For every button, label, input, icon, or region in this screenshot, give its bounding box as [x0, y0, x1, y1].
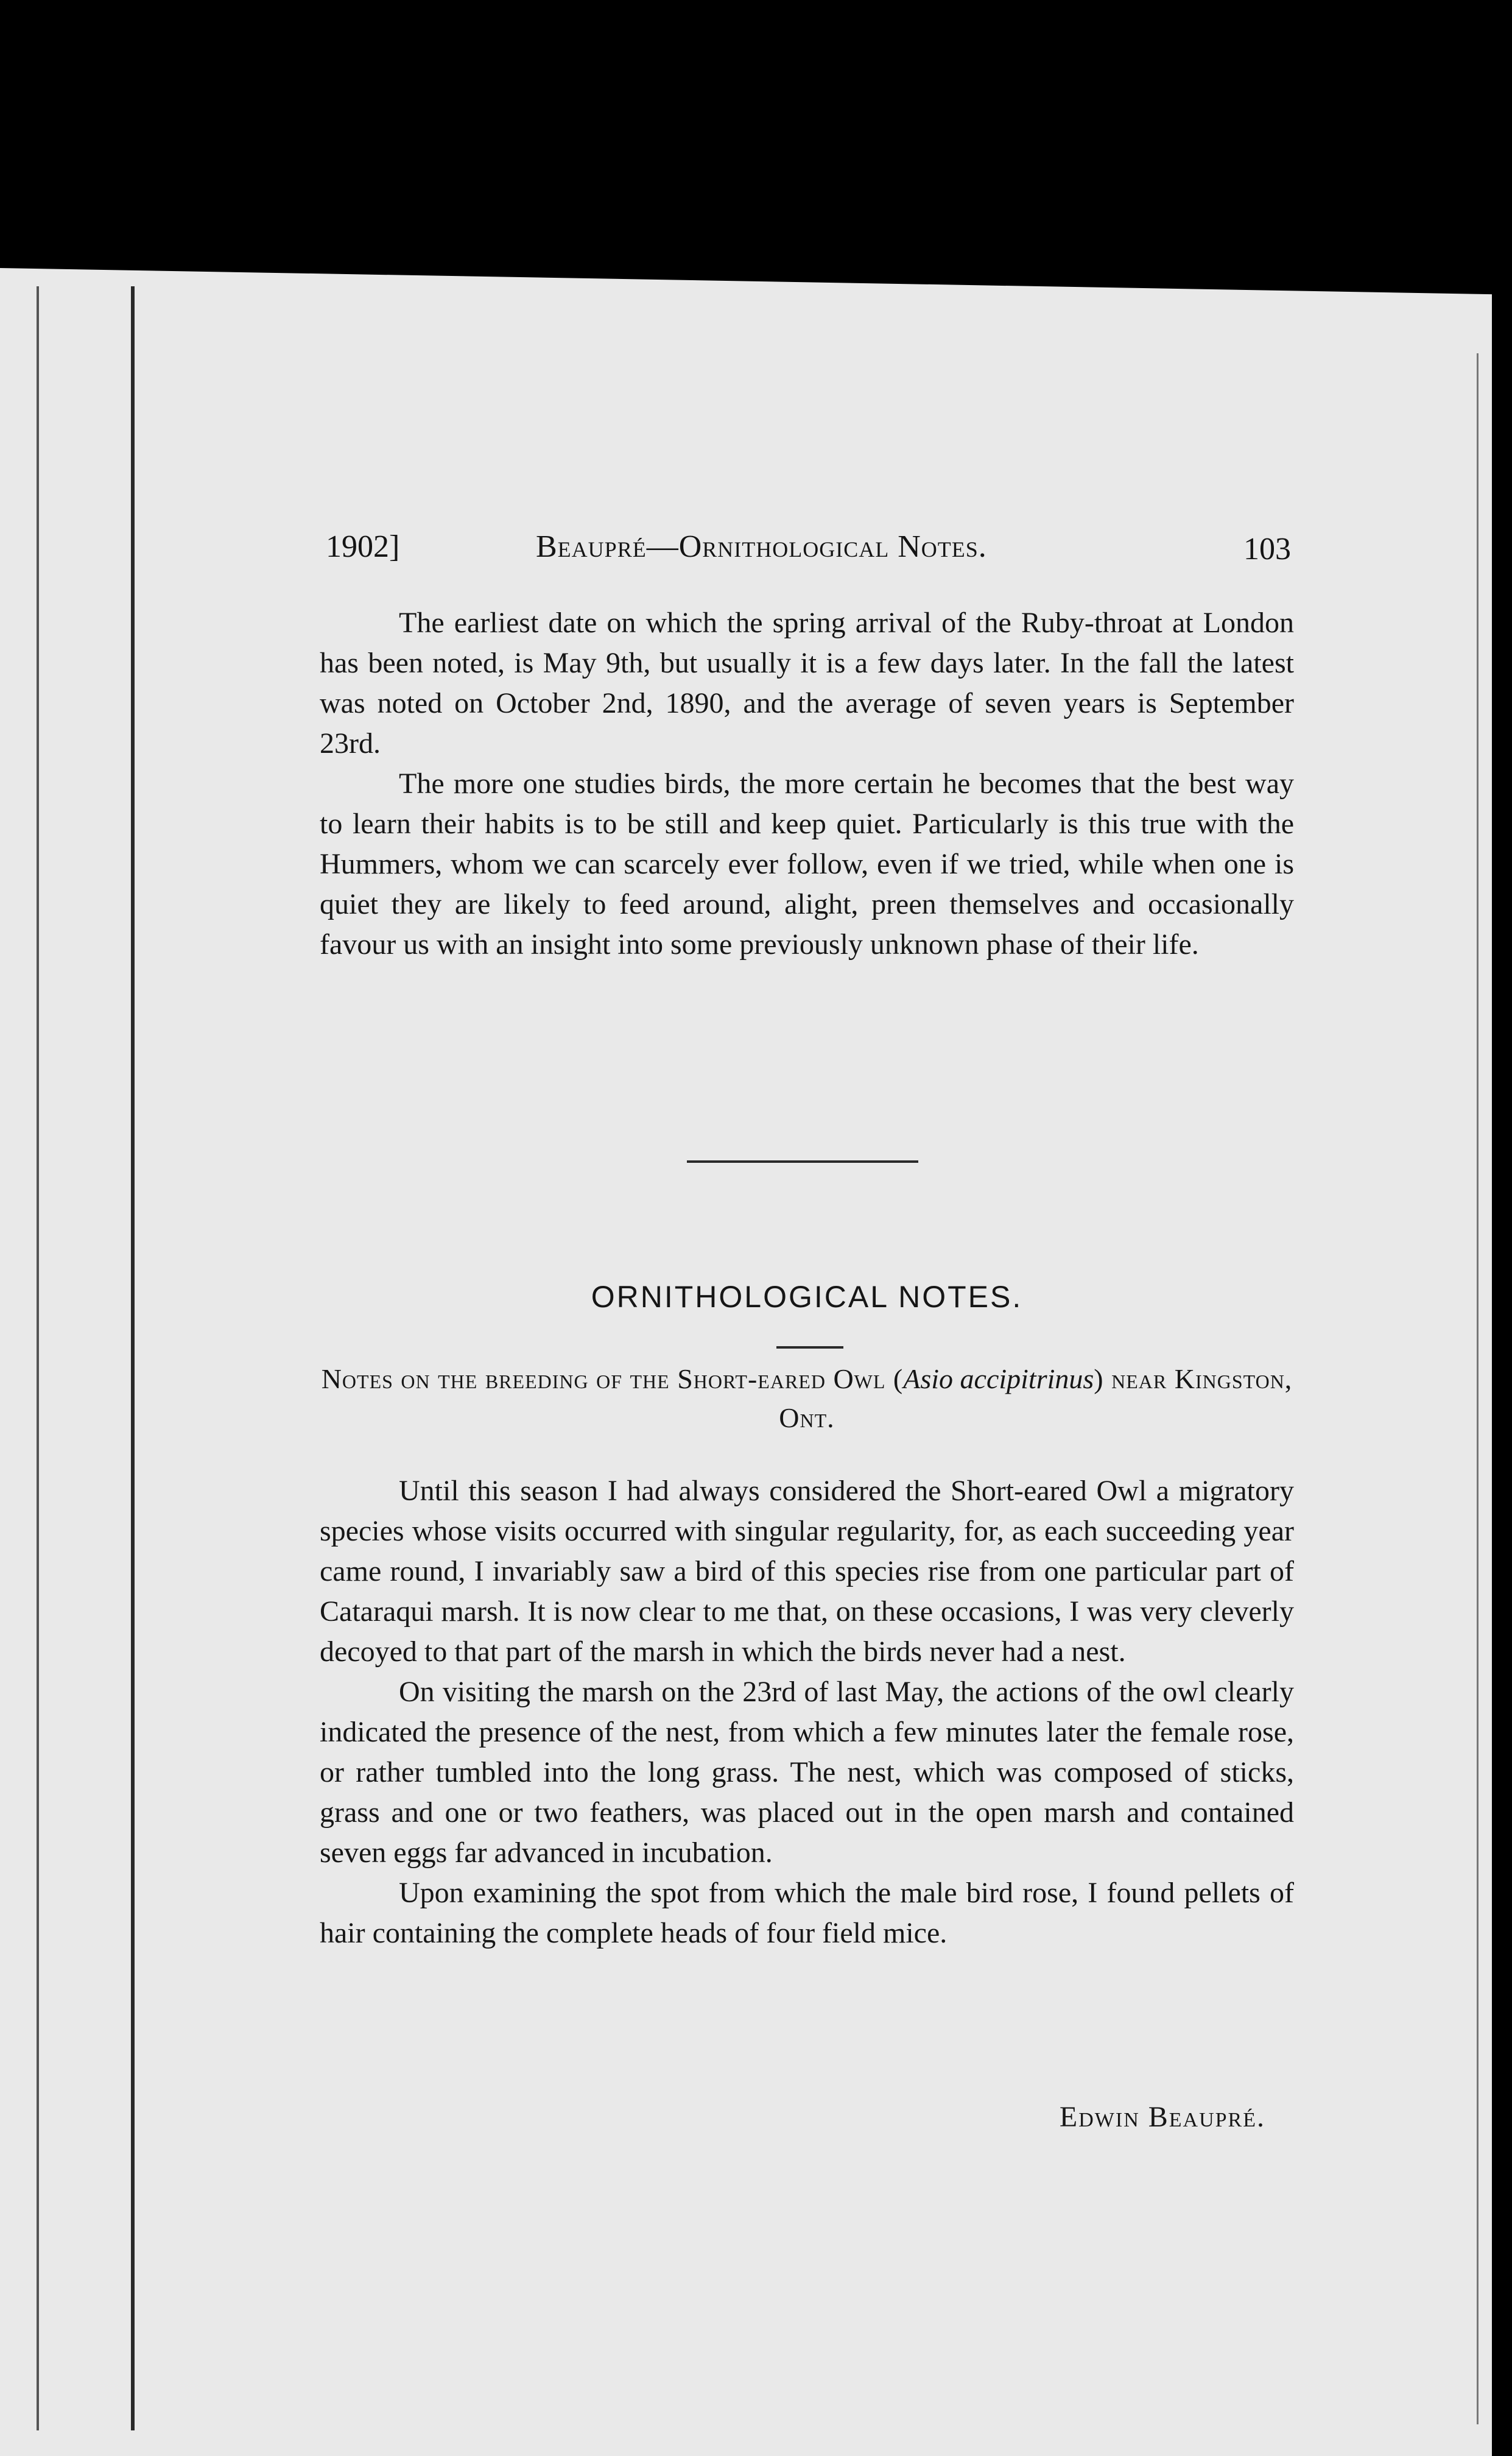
article-subheading [320, 1360, 1294, 1438]
subheading-suffix: ) near Kingston, Ont. [779, 1363, 1293, 1433]
header-page-number: 103 [1243, 532, 1291, 566]
article-hummingbird-text [320, 603, 1294, 965]
section-title: ORNITHOLOGICAL NOTES. [591, 1280, 1023, 1314]
page-right-edge [1477, 353, 1479, 2424]
paragraph: The earliest date on which the spring arrival of the Ruby-throat at London has been noted, is May 9th, but usually it is a few days later. In the fall the latest was noted on October 2nd, 1890, and the average of seven years is September 23rd. [320, 607, 1294, 760]
subheading-latin-name: Asio accipitrinus [903, 1363, 1094, 1394]
page-fold-line [131, 286, 135, 2430]
paragraph: On visiting the marsh on the 23rd of last May, the actions of the owl clearly indicated the presence of the nest, from which a few minutes later the female rose, or rather tumbled into the long grass. The nest, which was composed of sticks, grass and one or two feathers, was placed out in the open marsh and contained seven eggs far advanced in incubation. [320, 1676, 1294, 1869]
header-running-title: Beaupré—Ornithological Notes. [536, 529, 987, 564]
article-owl-text [320, 1471, 1294, 1953]
section-divider [687, 1160, 918, 1163]
running-header [326, 529, 1291, 577]
header-year: 1902] [326, 529, 400, 564]
title-rule [776, 1346, 843, 1349]
paragraph: Upon examining the spot from which the male bird rose, I found pellets of hair containing the complete heads of four field mice. [320, 1877, 1294, 1949]
paragraph: The more one studies birds, the more certain he becomes that the best way to learn their habits is to be still and keep quiet. Particularly is this true with the Hummers, whom we can scarcely ever follow, even if we tried, while when one is quiet they are likely to feed around, alight, preen themselves and occasionally favour us with an insight into some previously unknown phase of their life. [320, 767, 1294, 961]
paragraph: Until this season I had always considered the Short-eared Owl a migratory species whose visits occurred with singular regularity, for, as each succeeding year came round, I invariably saw a bird of this species rise from one particular part of Cataraqui marsh. It is now clear to me that, on these occasions, I was very cleverly decoyed to that part of the marsh in which the birds never had a nest. [320, 1475, 1294, 1668]
subheading-prefix: Notes on the breeding of the Short-eared Owl ( [321, 1363, 904, 1394]
author-signature: Edwin Beaupré. [1059, 2101, 1265, 2133]
page-gutter-line [37, 286, 39, 2430]
